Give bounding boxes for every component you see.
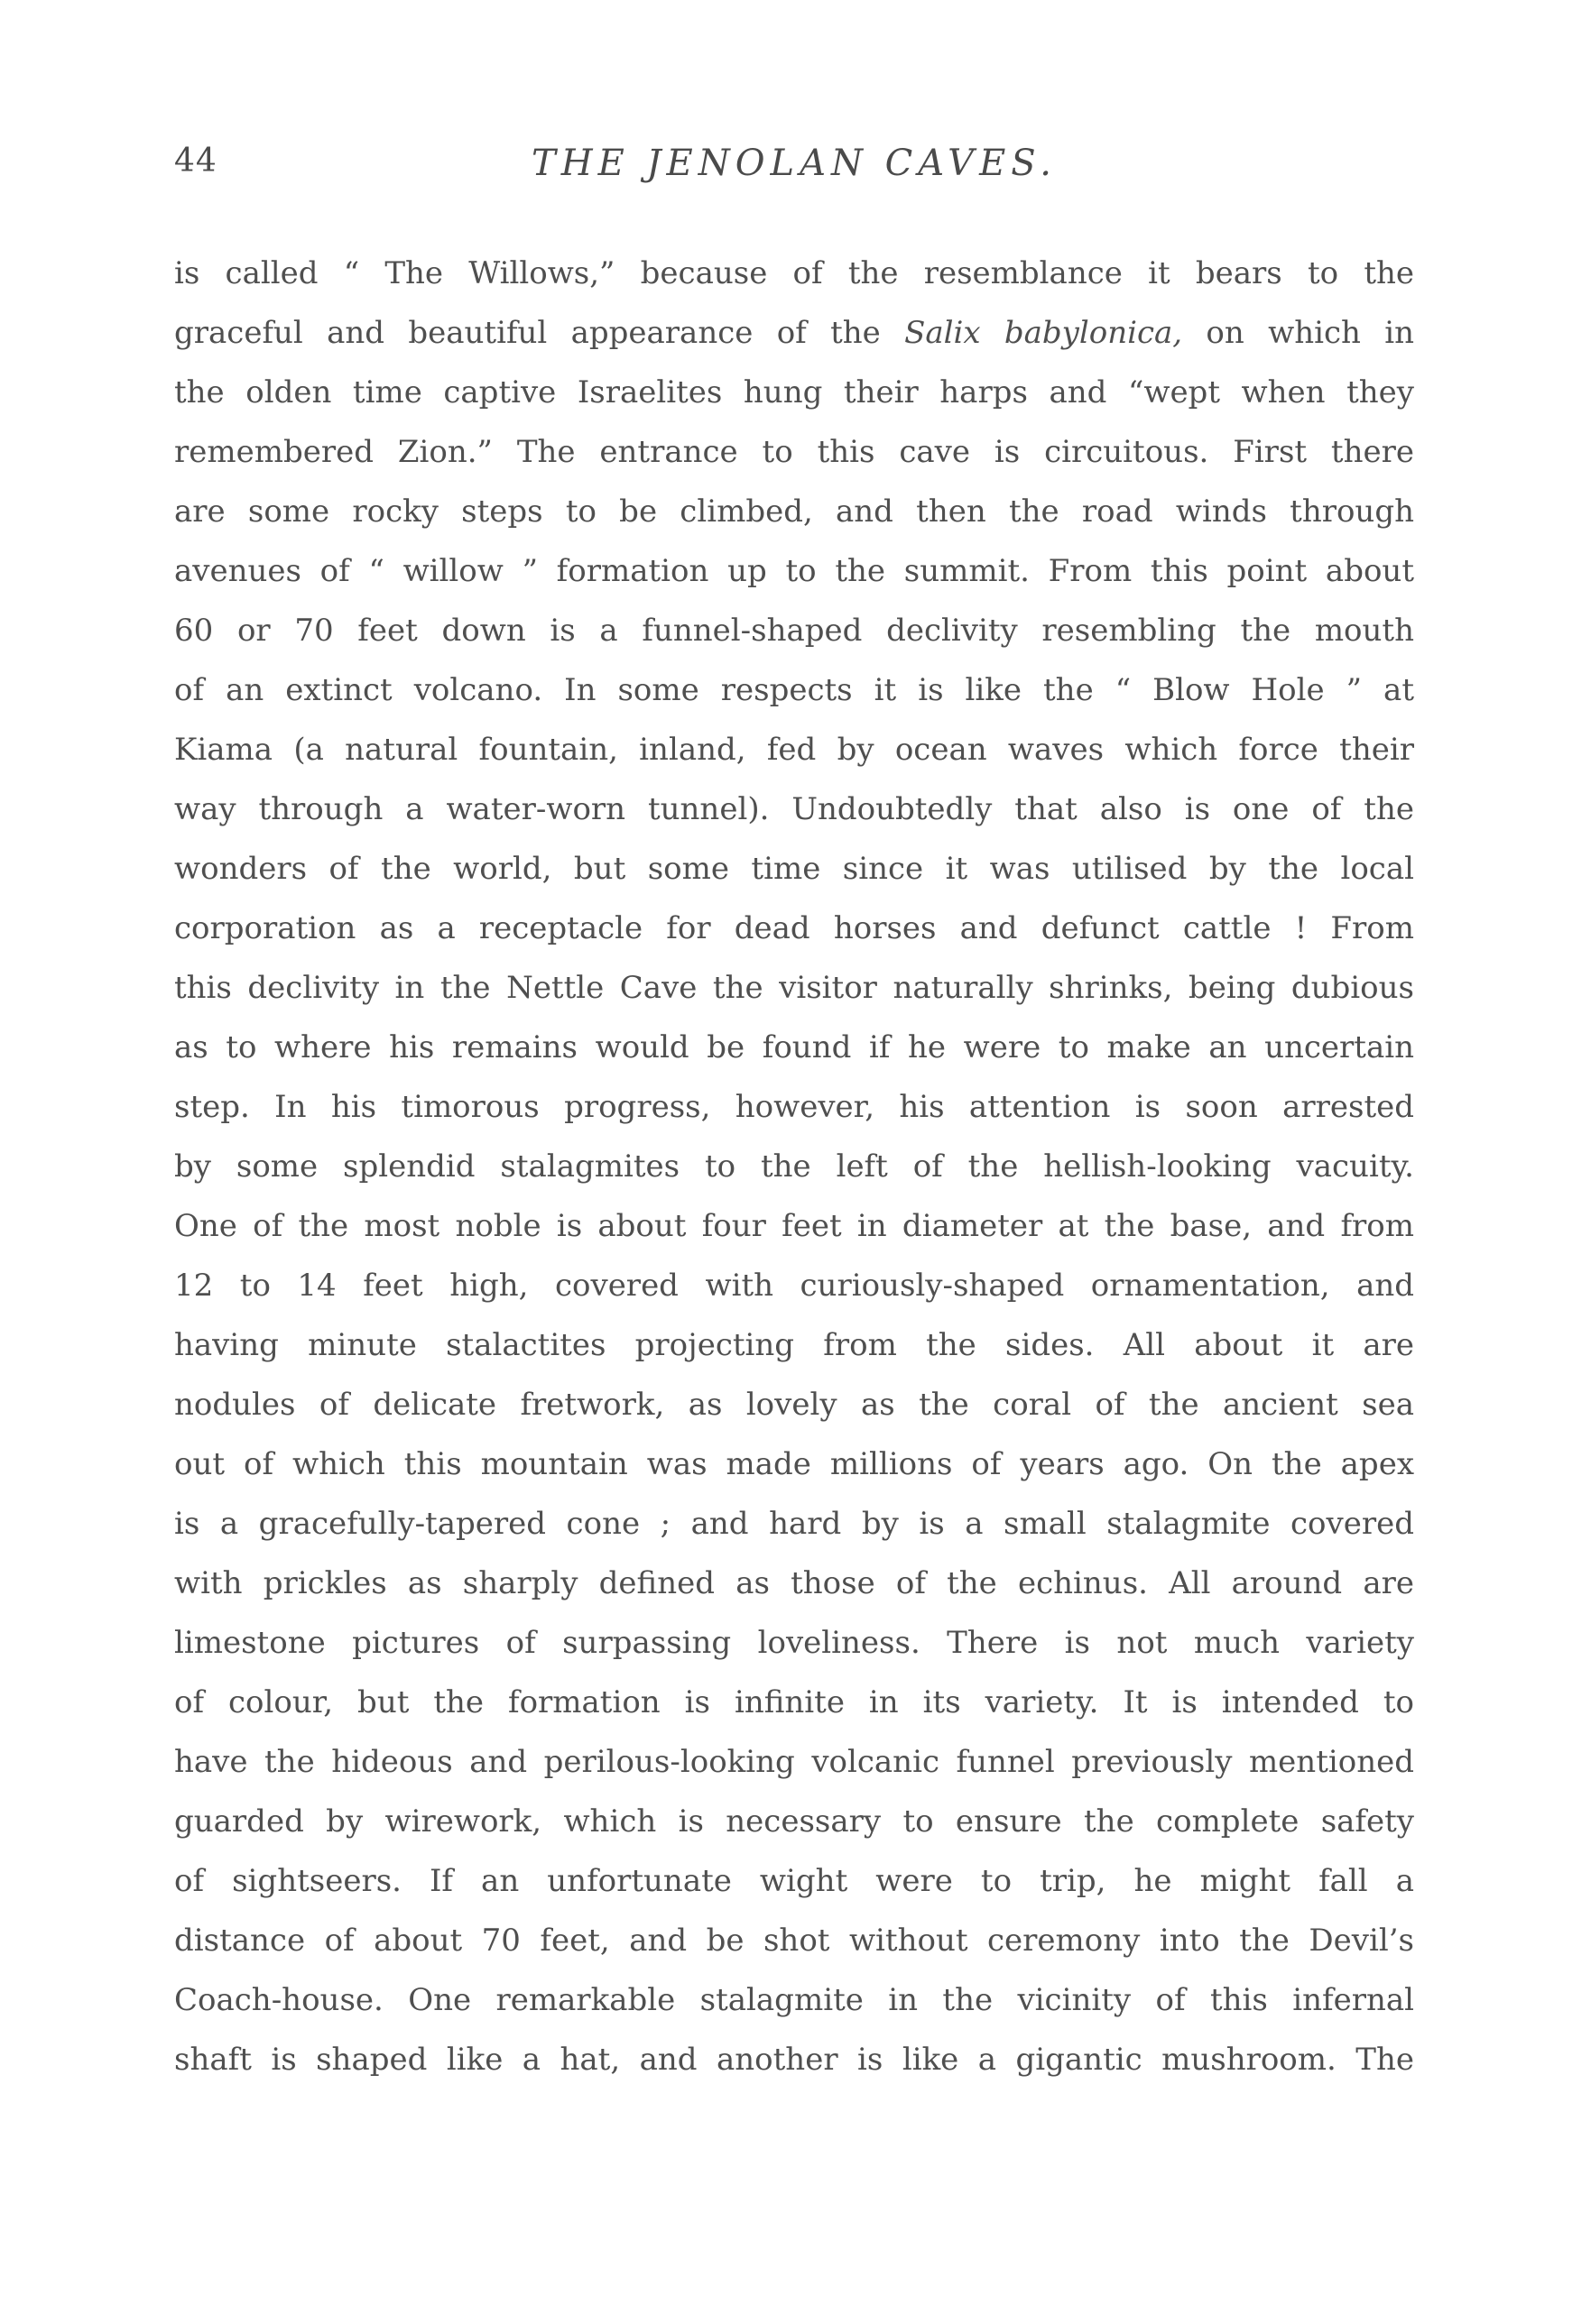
text-line <box>174 482 1414 541</box>
text-line <box>174 1018 1414 1077</box>
text-line-segment: limestone pictures of surpassing loveliness. There is not much variety <box>174 1625 1414 1661</box>
text-line <box>174 1196 1414 1256</box>
text-line-segment: graceful and beautiful appearance of the <box>174 315 905 351</box>
text-line-segment: of an extinct volcano. In some respects it is like the “ Blow Hole ” at <box>174 672 1414 708</box>
text-line-segment: on which in <box>1182 315 1414 351</box>
running-head <box>174 134 1414 188</box>
text-line <box>174 1970 1414 2030</box>
text-line-segment: is called “ The Willows,” because of the resemblance it bears to the <box>174 255 1414 291</box>
text-line <box>174 1256 1414 1315</box>
text-line <box>174 958 1414 1018</box>
page-number: 44 <box>174 143 217 180</box>
text-line-segment: have the hideous and perilous-looking volcanic funnel previously mentioned <box>174 1744 1414 1780</box>
text-line-segment: guarded by wirework, which is necessary to ensure the complete safety <box>174 1803 1414 1840</box>
text-line <box>174 1077 1414 1137</box>
text-line <box>174 363 1414 422</box>
text-line <box>174 1792 1414 1851</box>
text-line <box>174 720 1414 779</box>
text-line <box>174 660 1414 720</box>
text-line-segment: with prickles as sharply defined as those of the echinus. All around are <box>174 1565 1414 1601</box>
text-line-segment: wonders of the world, but some time since it was utilised by the local <box>174 851 1414 887</box>
text-line <box>174 1494 1414 1554</box>
italic-phrase: Salix babylonica, <box>904 315 1183 351</box>
text-line-segment: shaft is shaped like a hat, and another is like a gigantic mushroom. The <box>174 2042 1414 2078</box>
text-line <box>174 1375 1414 1434</box>
text-line-segment: distance of about 70 feet, and be shot without ceremony into the Devil’s <box>174 1923 1414 1959</box>
text-line-segment: 60 or 70 feet down is a funnel-shaped declivity resembling the mouth <box>174 613 1414 649</box>
text-line <box>174 601 1414 660</box>
text-line-segment: this declivity in the Nettle Cave the visitor naturally shrinks, being dubious <box>174 970 1414 1006</box>
text-line <box>174 303 1414 363</box>
text-line-segment: way through a water-worn tunnel). Undoubtedly that also is one of the <box>174 791 1414 827</box>
text-line <box>174 2030 1414 2089</box>
text-line <box>174 1315 1414 1375</box>
text-line-segment: Coach-house. One remarkable stalagmite in the vicinity of this infernal <box>174 1982 1414 2018</box>
text-line <box>174 1851 1414 1911</box>
text-line <box>174 1554 1414 1613</box>
text-line <box>174 1673 1414 1732</box>
text-line <box>174 422 1414 482</box>
text-line <box>174 899 1414 958</box>
text-line-segment: the olden time captive Israelites hung their harps and “wept when they <box>174 374 1414 410</box>
text-line-segment: having minute stalactites projecting from the sides. All about it are <box>174 1327 1414 1363</box>
text-line <box>174 1434 1414 1494</box>
text-line-segment: of sightseers. If an unfortunate wight were to trip, he might fall a <box>174 1863 1414 1899</box>
text-line <box>174 779 1414 839</box>
text-line-segment: remembered Zion.” The entrance to this cave is circuitous. First there <box>174 434 1414 470</box>
text-line-segment: corporation as a receptacle for dead horses and defunct cattle ! From <box>174 910 1414 946</box>
text-line <box>174 1137 1414 1196</box>
text-line-segment: by some splendid stalagmites to the left of the hellish-looking vacuity. <box>174 1148 1414 1185</box>
text-line-segment: step. In his timorous progress, however, his attention is soon arrested <box>174 1089 1414 1125</box>
text-line <box>174 1613 1414 1673</box>
text-line-segment: as to where his remains would be found if he were to make an uncertain <box>174 1029 1414 1065</box>
text-line-segment: avenues of “ willow ” formation up to the summit. From this point about <box>174 553 1414 589</box>
text-line <box>174 541 1414 601</box>
text-line-segment: of colour, but the formation is infinite in its variety. It is intended to <box>174 1684 1414 1720</box>
text-line-segment: nodules of delicate fretwork, as lovely as the coral of the ancient sea <box>174 1387 1414 1423</box>
text-line-segment: out of which this mountain was made millions of years ago. On the apex <box>174 1446 1414 1482</box>
text-line <box>174 839 1414 899</box>
text-line-segment: are some rocky steps to be climbed, and then the road winds through <box>174 493 1414 530</box>
body-text <box>174 244 1414 2089</box>
text-line <box>174 1911 1414 1970</box>
text-line-segment: is a gracefully-tapered cone ; and hard by is a small stalagmite covered <box>174 1506 1414 1542</box>
text-line-segment: Kiama (a natural fountain, inland, fed by ocean waves which force their <box>174 732 1414 768</box>
text-line <box>174 244 1414 303</box>
text-line-segment: One of the most noble is about four feet in diameter at the base, and from <box>174 1208 1414 1244</box>
text-line <box>174 1732 1414 1792</box>
book-title: THE JENOLAN CAVES. <box>532 143 1057 184</box>
text-line-segment: 12 to 14 feet high, covered with curiously-shaped ornamentation, and <box>174 1268 1414 1304</box>
